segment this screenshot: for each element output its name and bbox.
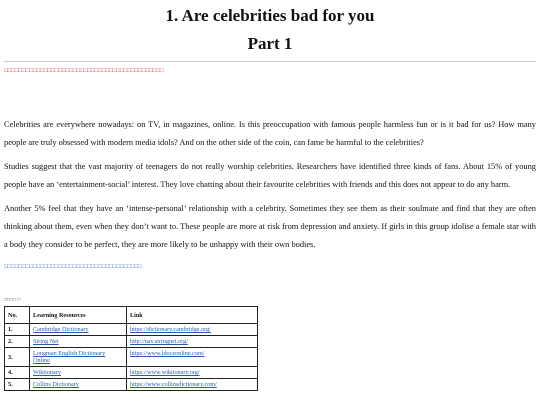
header-resource: Learning Resources [30, 307, 127, 324]
table-row [5, 379, 258, 391]
row-number: 3. [5, 348, 30, 367]
row-number: 5. [5, 379, 30, 391]
blue-note-line: □□□□□□□□□□□□□□□□□□□□□□□□□□□□□□□□□□□□□□ [4, 264, 142, 270]
url-link[interactable]: http://nav.stringnet.org/ [130, 338, 188, 345]
page-title: 1. Are celebrities bad for you [165, 6, 375, 25]
red-note-line: □□□□□□□□□□□□□□□□□□□□□□□□□□□□□□□□□□□□□□□□□□□□ [4, 68, 164, 74]
row-number: 1. [5, 324, 30, 336]
url-link[interactable]: https://www.ldoceonline.com/ [130, 350, 205, 357]
title-divider [4, 61, 536, 62]
resource-link[interactable]: Longman English Dictionary Online [33, 350, 106, 364]
table-row [5, 324, 258, 336]
table-row [5, 348, 258, 367]
paragraph-3: Another 5% feel that they have an ‘intense-personal’ relationship with a celebrity. Sometimes they see them as their soulmate and find that they are often thinking about them, even when they don’t want to. These people are more at risk from depression and anxiety. If girls in this group idolise a female star with a body they consider to be perfect, they are more likely to be unhappy with their own bodies. [4, 204, 536, 249]
resource-link[interactable]: Collins Dictionary [33, 381, 79, 388]
paragraph-1: Celebrities are everywhere nowadays: on TV, in magazines, online. Is this preoccupation with famous people harmless fun or is it bad for us? How many people are truly obsessed with modern media idols? And on the other side of the coin, can fame be harmful to the celebrities? [4, 120, 536, 147]
resource-link[interactable]: Wiktionary [33, 369, 61, 376]
document-page [4, 0, 536, 391]
learning-resources-table [4, 306, 258, 391]
url-link[interactable]: https://dictionary.cambridge.org/ [130, 326, 211, 333]
table-header-row [5, 307, 258, 324]
resource-link[interactable]: Cambridge Dictionary [33, 326, 89, 333]
row-number: 4. [5, 367, 30, 379]
header-no: No. [5, 307, 30, 324]
header-link: Link [127, 307, 258, 324]
paragraph-2: Studies suggest that the vast majority of teenagers do not really worship celebrities. Researchers have identified three kinds of fans. About 15% of young people have an ‘entertainment-social’ interest. They love chatting about their favourite celebrities with friends and this does not appear to do any harm. [4, 162, 536, 189]
row-number: 2. [5, 336, 30, 348]
table-row [5, 336, 258, 348]
part-subtitle: Part 1 [247, 34, 293, 53]
resource-link[interactable]: String Net [33, 338, 59, 345]
table-row [5, 367, 258, 379]
url-link[interactable]: https://www.collinsdictionary.com/ [130, 381, 217, 388]
table-caption: □□□□ □ [4, 298, 21, 303]
url-link[interactable]: https://www.wiktionary.org/ [130, 369, 200, 376]
